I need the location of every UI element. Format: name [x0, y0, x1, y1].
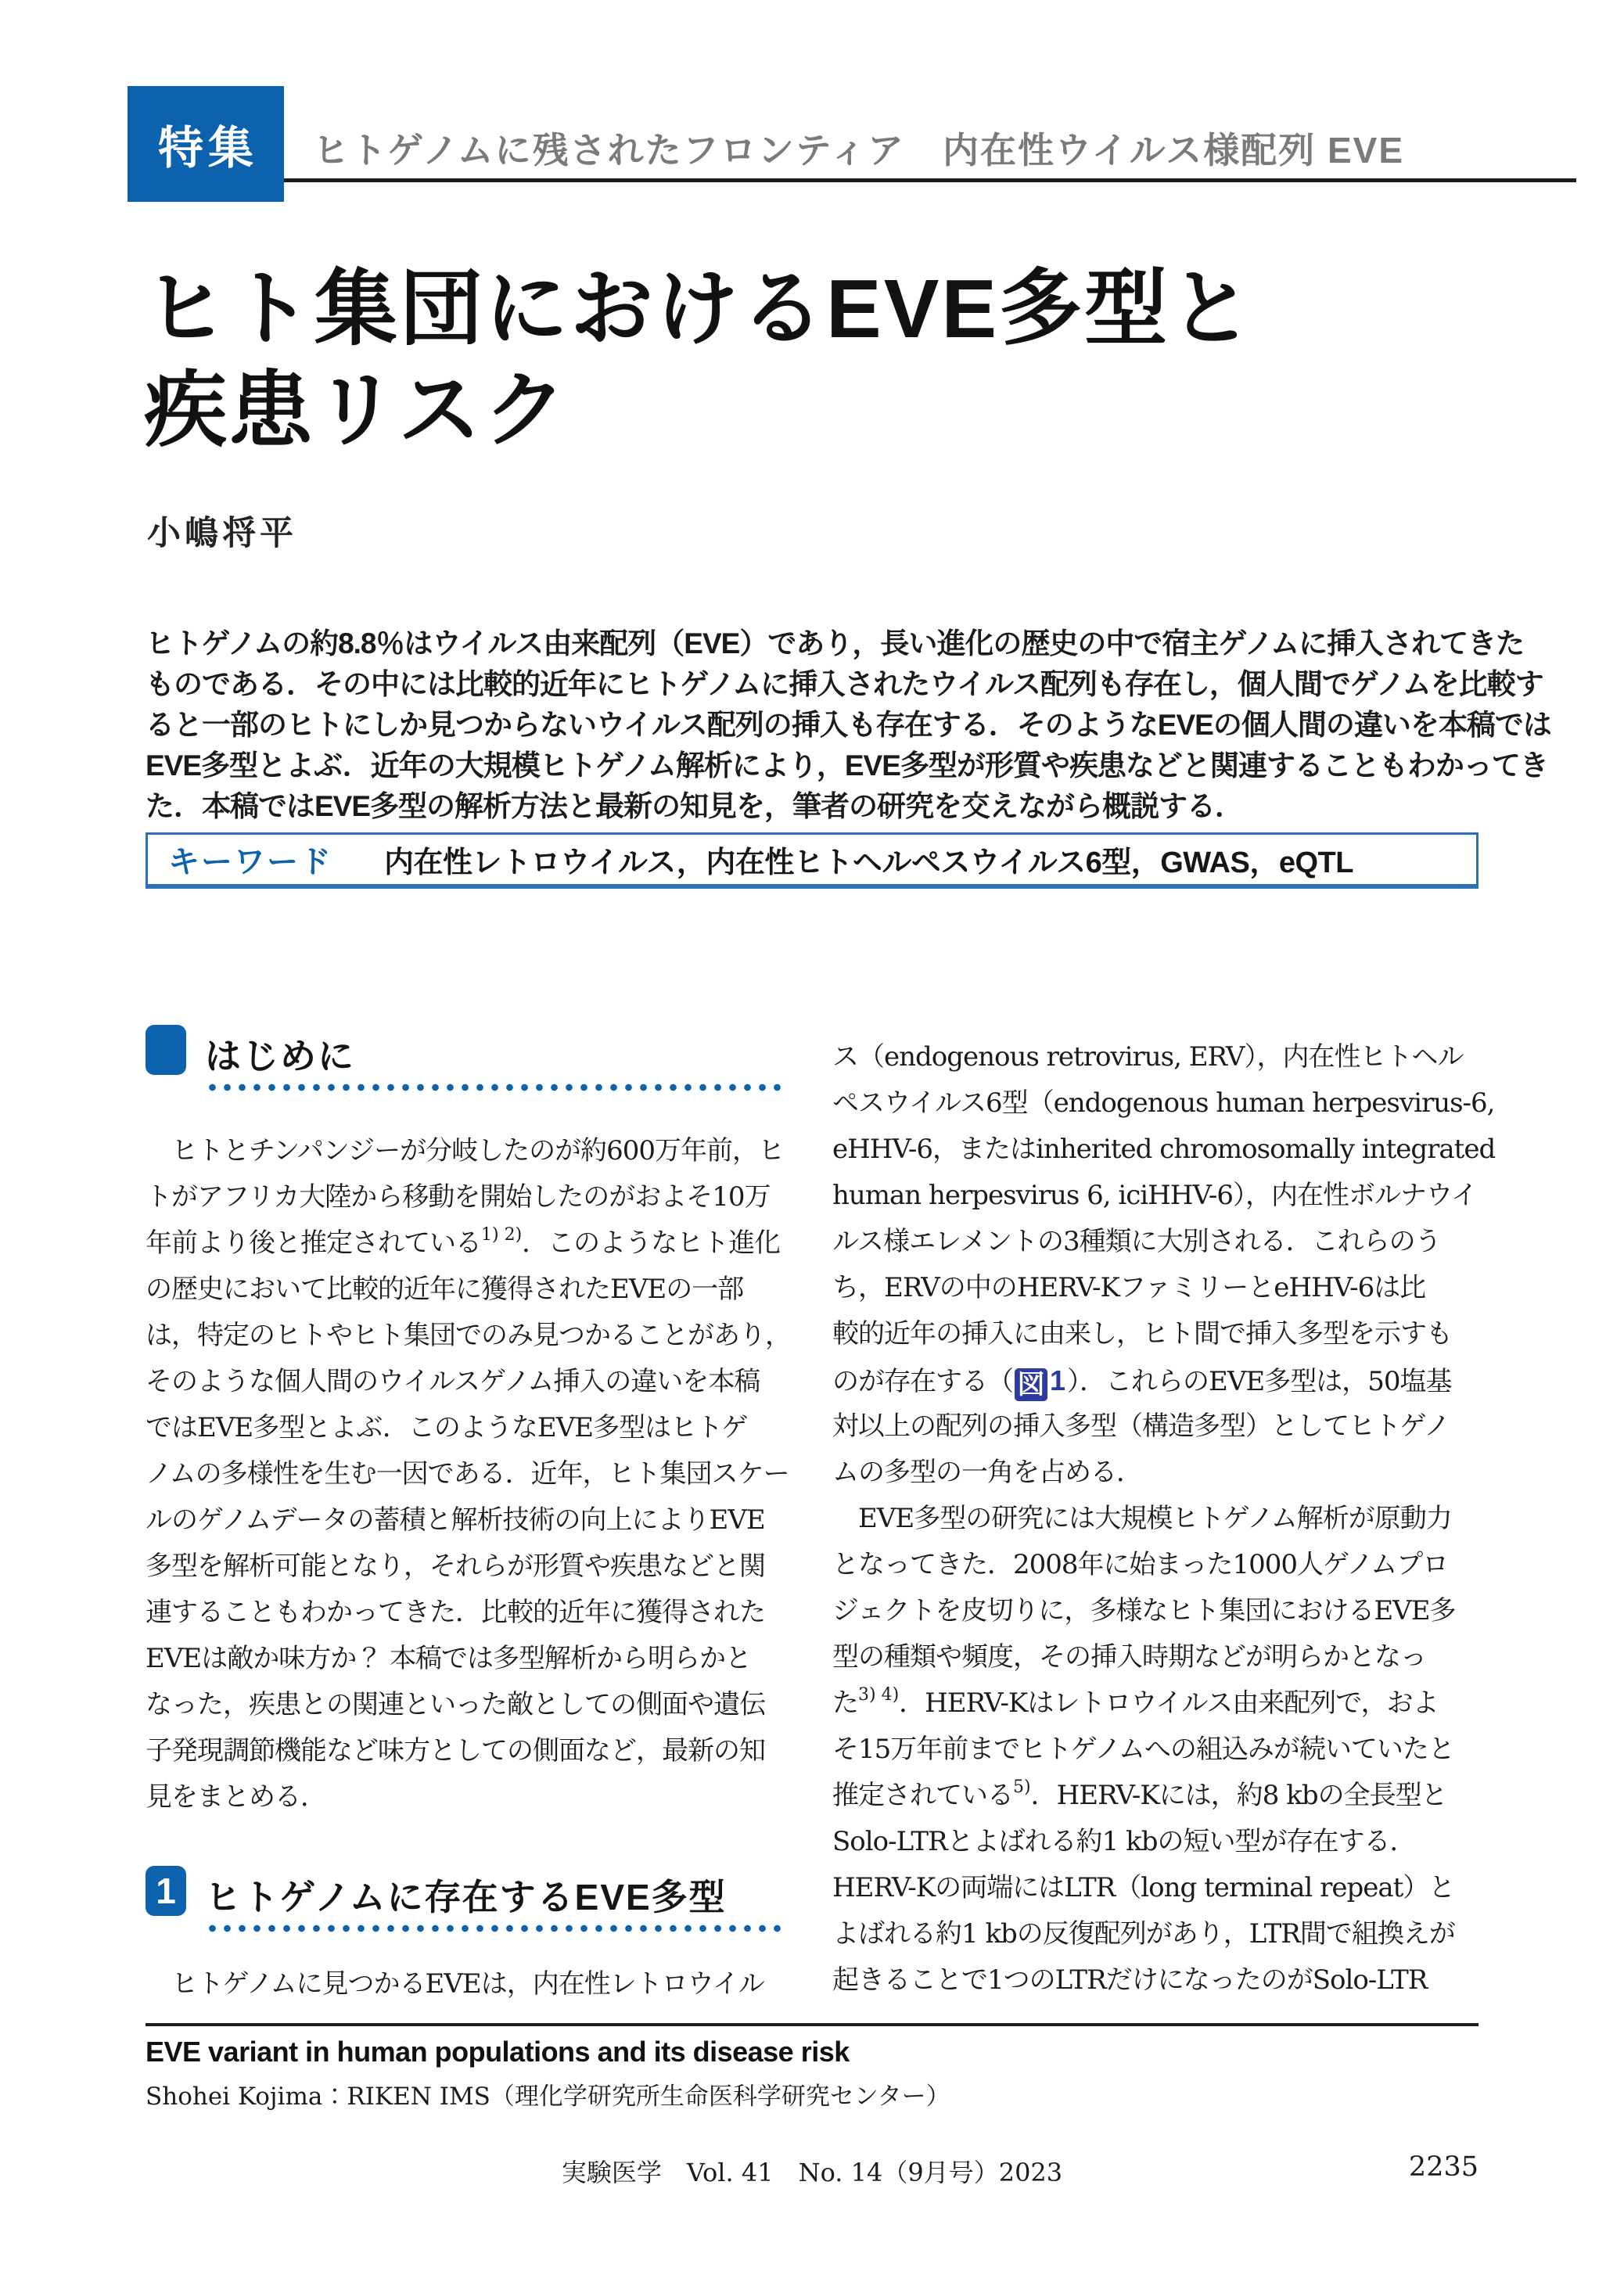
text-line: [146, 1451, 792, 1497]
text-segment: 子発現調節機能など味方としての側面など，最新の知: [146, 1735, 765, 1766]
special-feature-label: 特集: [157, 123, 258, 174]
text-line: [832, 1634, 1478, 1680]
text-segment: のが存在する（: [832, 1366, 1013, 1397]
text-segment: 対以上の配列の挿入多型（構造多型）としてヒトゲノ: [832, 1411, 1450, 1442]
text-segment: human herpesvirus 6, iciHHV-6），内在性ボルナウイ: [832, 1180, 1477, 1211]
text-segment: ルのゲノムデータの蓄積と解析技術の向上によりEVE: [146, 1504, 765, 1536]
keyword-list: 内在性レトロウイルス，内在性ヒトヘルペスウイルス6型，GWAS，eQTL: [384, 846, 1353, 879]
text-line: [146, 1405, 792, 1451]
text-segment: ）．これらのEVE多型は，50塩基: [1067, 1366, 1452, 1397]
text-segment: なった，疾患との関連といった敵としての側面や遺伝: [146, 1689, 765, 1720]
text-line: [832, 1773, 1478, 1819]
text-line: [146, 1174, 792, 1220]
text-segment: EVEは敵か味方か？ 本稿では多型解析から明らかと: [146, 1643, 751, 1674]
text-line: [146, 1728, 792, 1774]
author-name: 小嶋将平: [147, 515, 297, 552]
text-line: [832, 1819, 1478, 1865]
text-line: [832, 1865, 1478, 1911]
section-number-badge: [146, 1025, 186, 1075]
text-line: [146, 1313, 792, 1359]
header-rule: [284, 178, 1576, 182]
text-line: [832, 1265, 1478, 1311]
text-line: [832, 1957, 1478, 2004]
text-line: [832, 1450, 1478, 1496]
keyword-box: [146, 832, 1478, 889]
abstract-line: た．本稿ではEVE多型の解析方法と最新の知見を，筆者の研究を交えながら概説する．: [146, 790, 1244, 822]
text-line: [832, 1588, 1478, 1634]
text-segment: 年前より後と推定されている: [146, 1227, 481, 1259]
english-title: EVE variant in human populations and its disease risk: [146, 2036, 850, 2068]
text-line: [146, 1774, 792, 1820]
figure-ref-number: 1: [1050, 1364, 1066, 1396]
text-line: [146, 1682, 792, 1728]
text-segment: ヒトゲノムに見つかるEVEは，内在性レトロウイル: [146, 1968, 764, 2000]
text-segment: 型の種類や頻度，その挿入時期などが明らかとなっ: [832, 1641, 1426, 1673]
dotted-rule: [205, 1083, 789, 1092]
section-number-badge: 1: [146, 1866, 186, 1916]
text-line: [832, 1219, 1478, 1265]
text-segment: トがアフリカ大陸から移動を開始したのがおよそ10万: [146, 1181, 771, 1213]
text-segment: HERV-Kの両端にはLTR（long terminal repeat）と: [832, 1872, 1455, 1903]
text-line: [146, 1544, 792, 1590]
abstract-line: EVE多型とよぶ．近年の大規模ヒトゲノム解析により，EVE多型が形質や疾患などと関連することもわかってき: [146, 749, 1548, 782]
abstract: [146, 624, 1551, 827]
text-segment: ジェクトを皮切りに，多様なヒト集団におけるEVE多: [832, 1595, 1456, 1626]
journal-volume-line: 実験医学 Vol. 41 No. 14（9月号）2023: [561, 2158, 1063, 2187]
abstract-line: ものである．その中には比較的近年にヒトゲノムに挿入されたウイルス配列も存在し，個人間でゲノムを比較す: [146, 668, 1543, 700]
section-heading-1: [146, 1864, 792, 1949]
reference-superscript: 3) 4): [858, 1685, 900, 1705]
text-line: [832, 1357, 1478, 1403]
text-segment: ．HERV-Kには，約8 kbの全長型と: [1030, 1780, 1447, 1811]
text-segment: 推定されている: [832, 1780, 1013, 1811]
text-segment: 較的近年の挿入に由来し，ヒト間で挿入多型を示すも: [832, 1318, 1452, 1350]
text-line: [832, 1403, 1478, 1450]
abstract-line: ると一部のヒトにしか見つからないウイルス配列の挿入も存在する．そのようなEVEの個人間の違いを本稿では: [146, 709, 1551, 741]
section-heading-label: ヒトゲノムに存在するEVE多型: [205, 1877, 727, 1917]
text-segment: ペスウイルス6型（endogenous human herpesvirus-6,: [832, 1087, 1495, 1119]
section-heading-label: はじめに: [205, 1036, 355, 1076]
author-affiliation: Shohei Kojima：RIKEN IMS（理化学研究所生命医科学研究センター）: [146, 2083, 950, 2111]
text-line: [832, 1127, 1496, 1173]
text-segment: ．このようなヒト進化: [522, 1227, 781, 1259]
article-title-line1: ヒト集団におけるEVE多型と: [144, 263, 1256, 355]
text-segment: ち，ERVの中のHERV-KファミリーとeHHV-6は比: [832, 1272, 1426, 1303]
text-segment: 見をまとめる．: [146, 1781, 326, 1813]
text-segment: ノムの多様性を生む一因である．近年，ヒト集団スケー: [146, 1458, 789, 1490]
text-segment: ．HERV-Kはレトロウイルス由来配列で，およ: [899, 1687, 1439, 1719]
text-segment: EVE多型の研究には大規模ヒトゲノム解析が原動力: [832, 1503, 1452, 1534]
text-line: [832, 1496, 1478, 1542]
reference-superscript: 1) 2): [481, 1225, 523, 1245]
figure-ref-badge: 図: [1015, 1368, 1047, 1401]
text-segment: Solo-LTRとよばれる約1 kbの短い型が存在する．: [832, 1826, 1416, 1857]
special-feature-badge: [128, 86, 284, 202]
text-line: [832, 1680, 1478, 1727]
page-number: 2235: [1408, 2151, 1478, 2183]
keyword-label: キーワード: [168, 845, 332, 879]
text-segment: ムの多型の一角を占める．: [832, 1457, 1142, 1488]
text-segment: そ15万年前までヒトゲノムへの組込みが続いていたと: [832, 1734, 1454, 1765]
text-segment: の歴史において比較的近年に獲得されたEVEの一部: [146, 1274, 744, 1305]
text-segment: よばれる約1 kbの反復配列があり，LTR間で組換えが: [832, 1918, 1455, 1950]
text-segment: ス（endogenous retrovirus, ERV），内在性ヒトヘル: [832, 1041, 1464, 1073]
text-segment: そのような個人間のウイルスゲノム挿入の違いを本稿: [146, 1366, 760, 1397]
text-line: [832, 1034, 1478, 1080]
text-segment: た: [832, 1687, 858, 1719]
dotted-rule: [205, 1924, 789, 1933]
text-line: [146, 1128, 792, 1174]
left-column: [146, 1023, 792, 2007]
abstract-line: ヒトゲノムの約8.8％はウイルス由来配列（EVE）であり，長い進化の歴史の中で宿主ゲノムに挿入されてきた: [146, 627, 1525, 660]
text-segment: 連することもわかってきた．比較的近年に獲得された: [146, 1597, 765, 1628]
series-title: ヒトゲノムに残されたフロンティア 内在性ウイルス様配列 EVE: [313, 130, 1405, 171]
text-line: [146, 1497, 792, 1544]
text-segment: ではEVE多型とよぶ．このようなEVE多型はヒトゲ: [146, 1412, 748, 1443]
text-segment: ルス様エレメントの3種類に大別される．これらのう: [832, 1226, 1441, 1257]
text-segment: は，特定のヒトやヒト集団でのみ見つかることがあり，: [146, 1320, 791, 1351]
text-line: [146, 1590, 792, 1636]
text-line: [832, 1311, 1478, 1357]
text-line: [832, 1911, 1478, 1957]
text-segment: ヒトとチンパンジーが分岐したのが約600万年前，ヒ: [146, 1135, 784, 1166]
text-line: [146, 1267, 792, 1313]
text-line: [146, 1220, 792, 1267]
text-line: [146, 1636, 792, 1682]
text-segment: 起きることで1つのLTRだけになったのがSolo-LTR: [832, 1964, 1428, 1996]
right-column: [832, 1034, 1496, 2004]
text-line: [146, 1961, 792, 2007]
text-line: [832, 1542, 1478, 1588]
text-segment: eHHV-6，またはinherited chromosomally integrated: [832, 1134, 1496, 1165]
text-line: [832, 1080, 1495, 1127]
text-line: [832, 1727, 1478, 1773]
article-title: [144, 258, 1255, 462]
text-line: [832, 1173, 1478, 1219]
text-segment: 多型を解析可能となり，それらが形質や疾患などと関: [146, 1551, 765, 1582]
reference-superscript: 5): [1013, 1777, 1031, 1797]
text-line: [146, 1359, 792, 1405]
footer-rule: [146, 2023, 1478, 2026]
section-heading-intro: [146, 1023, 792, 1108]
text-segment: となってきた．2008年に始まった1000人ゲノムプロ: [832, 1549, 1449, 1580]
article-title-line2: 疾患リスク: [144, 365, 569, 457]
